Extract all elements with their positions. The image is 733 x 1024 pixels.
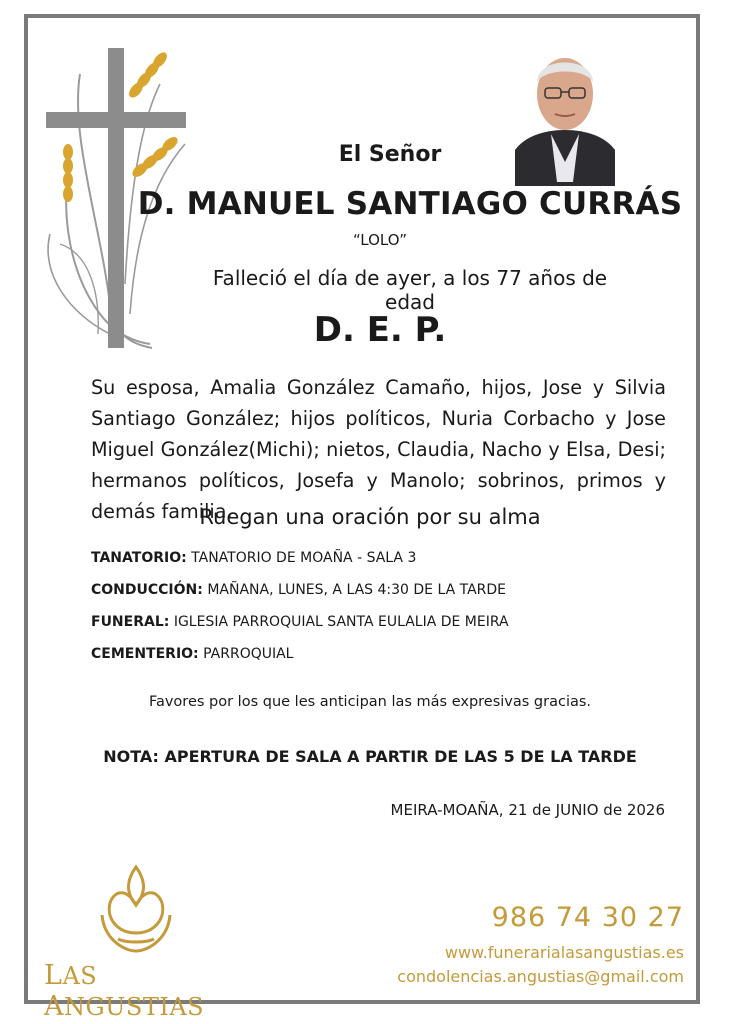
family-text: Su esposa, Amalia González Camaño, hijos, Jose y Silvia Santiago González; hijos políticos, Nuria Corbacho y Jose Miguel González(Michi); nietos, Claudia, Nacho y Elsa, Desi; hermanos políticos, Josefa y Manolo; sobrinos, primos y demás familia.: [91, 376, 666, 523]
place-date: MEIRA-MOAÑA, 21 de JUNIO de 2026: [390, 801, 665, 819]
website-link[interactable]: www.funerarialasangustias.es: [444, 943, 684, 962]
detail-label: CONDUCCIÓN:: [91, 582, 203, 598]
rip-heading: D. E. P.: [313, 310, 447, 350]
detail-value: MAÑANA, LUNES, A LAS 4:30 DE LA TARDE: [207, 582, 506, 598]
detail-label: FUNERAL:: [91, 614, 170, 630]
portrait-photo: [515, 42, 615, 186]
thanks-text: Favores por los que les anticipan las más expresivas gracias.: [148, 694, 592, 710]
email-link[interactable]: condolencias.angustias@gmail.com: [397, 967, 684, 986]
detail-value: IGLESIA PARROQUIAL SANTA EULALIA DE MEIRA: [173, 614, 509, 630]
logo-word: AS: [62, 962, 98, 990]
prayer-request: Ruegan una oración por su alma: [199, 505, 541, 529]
detail-value: TANATORIO DE MOAÑA - SALA 3: [191, 550, 417, 566]
detail-label: TANATORIO:: [91, 550, 187, 566]
nickname: “LOLO”: [352, 231, 408, 249]
note-text: NOTA: APERTURA DE SALA A PARTIR DE LAS 5 DE LA TARDE: [103, 747, 637, 766]
logo-wordmark: [44, 960, 234, 1022]
logo-initial: L: [44, 960, 63, 991]
detail-cementerio: [91, 646, 293, 662]
logo-initial: A: [44, 991, 64, 1022]
detail-label: CEMENTERIO:: [91, 646, 199, 662]
detail-conduccion: [91, 582, 506, 598]
detail-funeral: [91, 614, 509, 630]
death-notice: Falleció el día de ayer, a los 77 años de edad: [212, 266, 608, 314]
logo-word: NGUSTIAS: [64, 993, 205, 1021]
detail-tanatorio: [91, 550, 416, 566]
phone-number: 986 74 30 27: [491, 902, 684, 933]
title-prefix: El Señor: [338, 142, 442, 167]
deceased-name: D. MANUEL SANTIAGO CURRÁS: [137, 186, 683, 222]
detail-value: PARROQUIAL: [203, 646, 294, 662]
las-angustias-logo-icon: [96, 863, 176, 955]
